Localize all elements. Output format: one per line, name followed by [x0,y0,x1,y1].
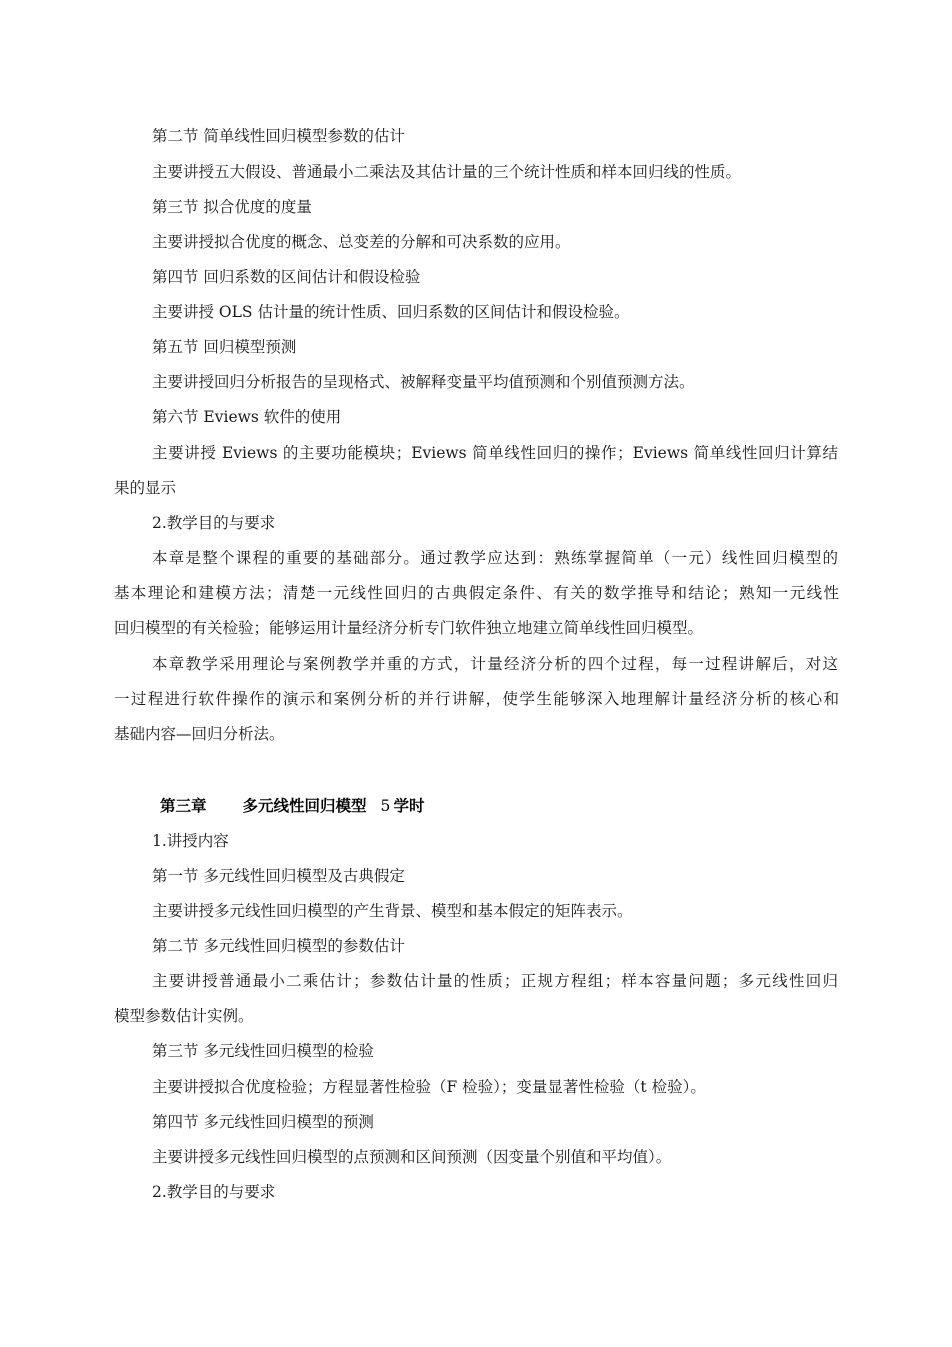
section-description: 主要讲授 Eviews 的主要功能模块；Eviews 简单线性回归的操作；Eviews 简单线性回归计算结 [152,444,838,462]
section-title: 第四节 多元线性回归模型的预测 [152,1113,374,1131]
section-description: 主要讲授回归分析报告的呈现格式、被解释变量平均值预测和个别值预测方法。 [152,373,695,391]
content-heading: 1.讲授内容 [152,832,229,850]
goals-paragraph-2-line-2: 一过程进行软件操作的演示和案例分析的并行讲解，使学生能够深入地理解计量经济分析的核心和 [114,690,839,708]
goals-paragraph-1-line-1: 本章是整个课程的重要的基础部分。通过教学应达到：熟练掌握简单（一元）线性回归模型的 [152,549,838,567]
section-description: 主要讲授 OLS 估计量的统计性质、回归系数的区间估计和假设检验。 [152,303,630,321]
goals-paragraph-1-line-2: 基本理论和建模方法；清楚一元线性回归的古典假定条件、有关的数学推导和结论；熟知一元线性 [114,584,839,602]
section-title: 第三节 多元线性回归模型的检验 [152,1042,374,1060]
section-title: 第四节 回归系数的区间估计和假设检验 [152,268,421,286]
chapter-title: 多元线性回归模型 [242,797,367,815]
section-description: 主要讲授拟合优度的概念、总变差的分解和可决系数的应用。 [152,233,571,251]
goals-heading: 2.教学目的与要求 [152,1183,276,1201]
section-description: 主要讲授普通最小二乘估计；参数估计量的性质；正规方程组；样本容量问题；多元线性回归 [152,972,838,990]
section-title: 第二节 多元线性回归模型的参数估计 [152,937,405,955]
section-title: 第三节 拟合优度的度量 [152,198,312,216]
section-description: 主要讲授五大假设、普通最小二乘法及其估计量的三个统计性质和样本回归线的性质。 [152,163,742,181]
section-description-continued: 果的显示 [114,479,177,497]
goals-paragraph-2-line-1: 本章教学采用理论与案例教学并重的方式，计量经济分析的四个过程，每一过程讲解后，对这 [152,655,838,673]
chapter-hours-number: 5 [380,797,391,815]
section-title: 第二节 简单线性回归模型参数的估计 [152,127,405,145]
section-title: 第六节 Eviews 软件的使用 [152,408,342,426]
section-title: 第五节 回归模型预测 [152,338,297,356]
goals-paragraph-2-line-3: 基础内容—回归分析法。 [114,725,285,743]
section-description: 主要讲授多元线性回归模型的产生背景、模型和基本假定的矩阵表示。 [152,902,633,920]
chapter-hours-unit: 学时 [393,797,425,815]
section-description-continued: 模型参数估计实例。 [114,1007,254,1025]
chapter-heading [160,799,425,815]
section-title: 第一节 多元线性回归模型及古典假定 [152,867,405,885]
chapter-label: 第三章 [160,797,207,815]
goals-paragraph-1-line-3: 回归模型的有关检验；能够运用计量经济分析专门软件独立地建立简单线性回归模型。 [114,619,704,637]
section-description: 主要讲授拟合优度检验；方程显著性检验（F 检验）；变量显著性检验（t 检验）。 [152,1078,706,1096]
section-description: 主要讲授多元线性回归模型的点预测和区间预测（因变量个别值和平均值）。 [152,1148,672,1166]
goals-heading: 2.教学目的与要求 [152,514,276,532]
